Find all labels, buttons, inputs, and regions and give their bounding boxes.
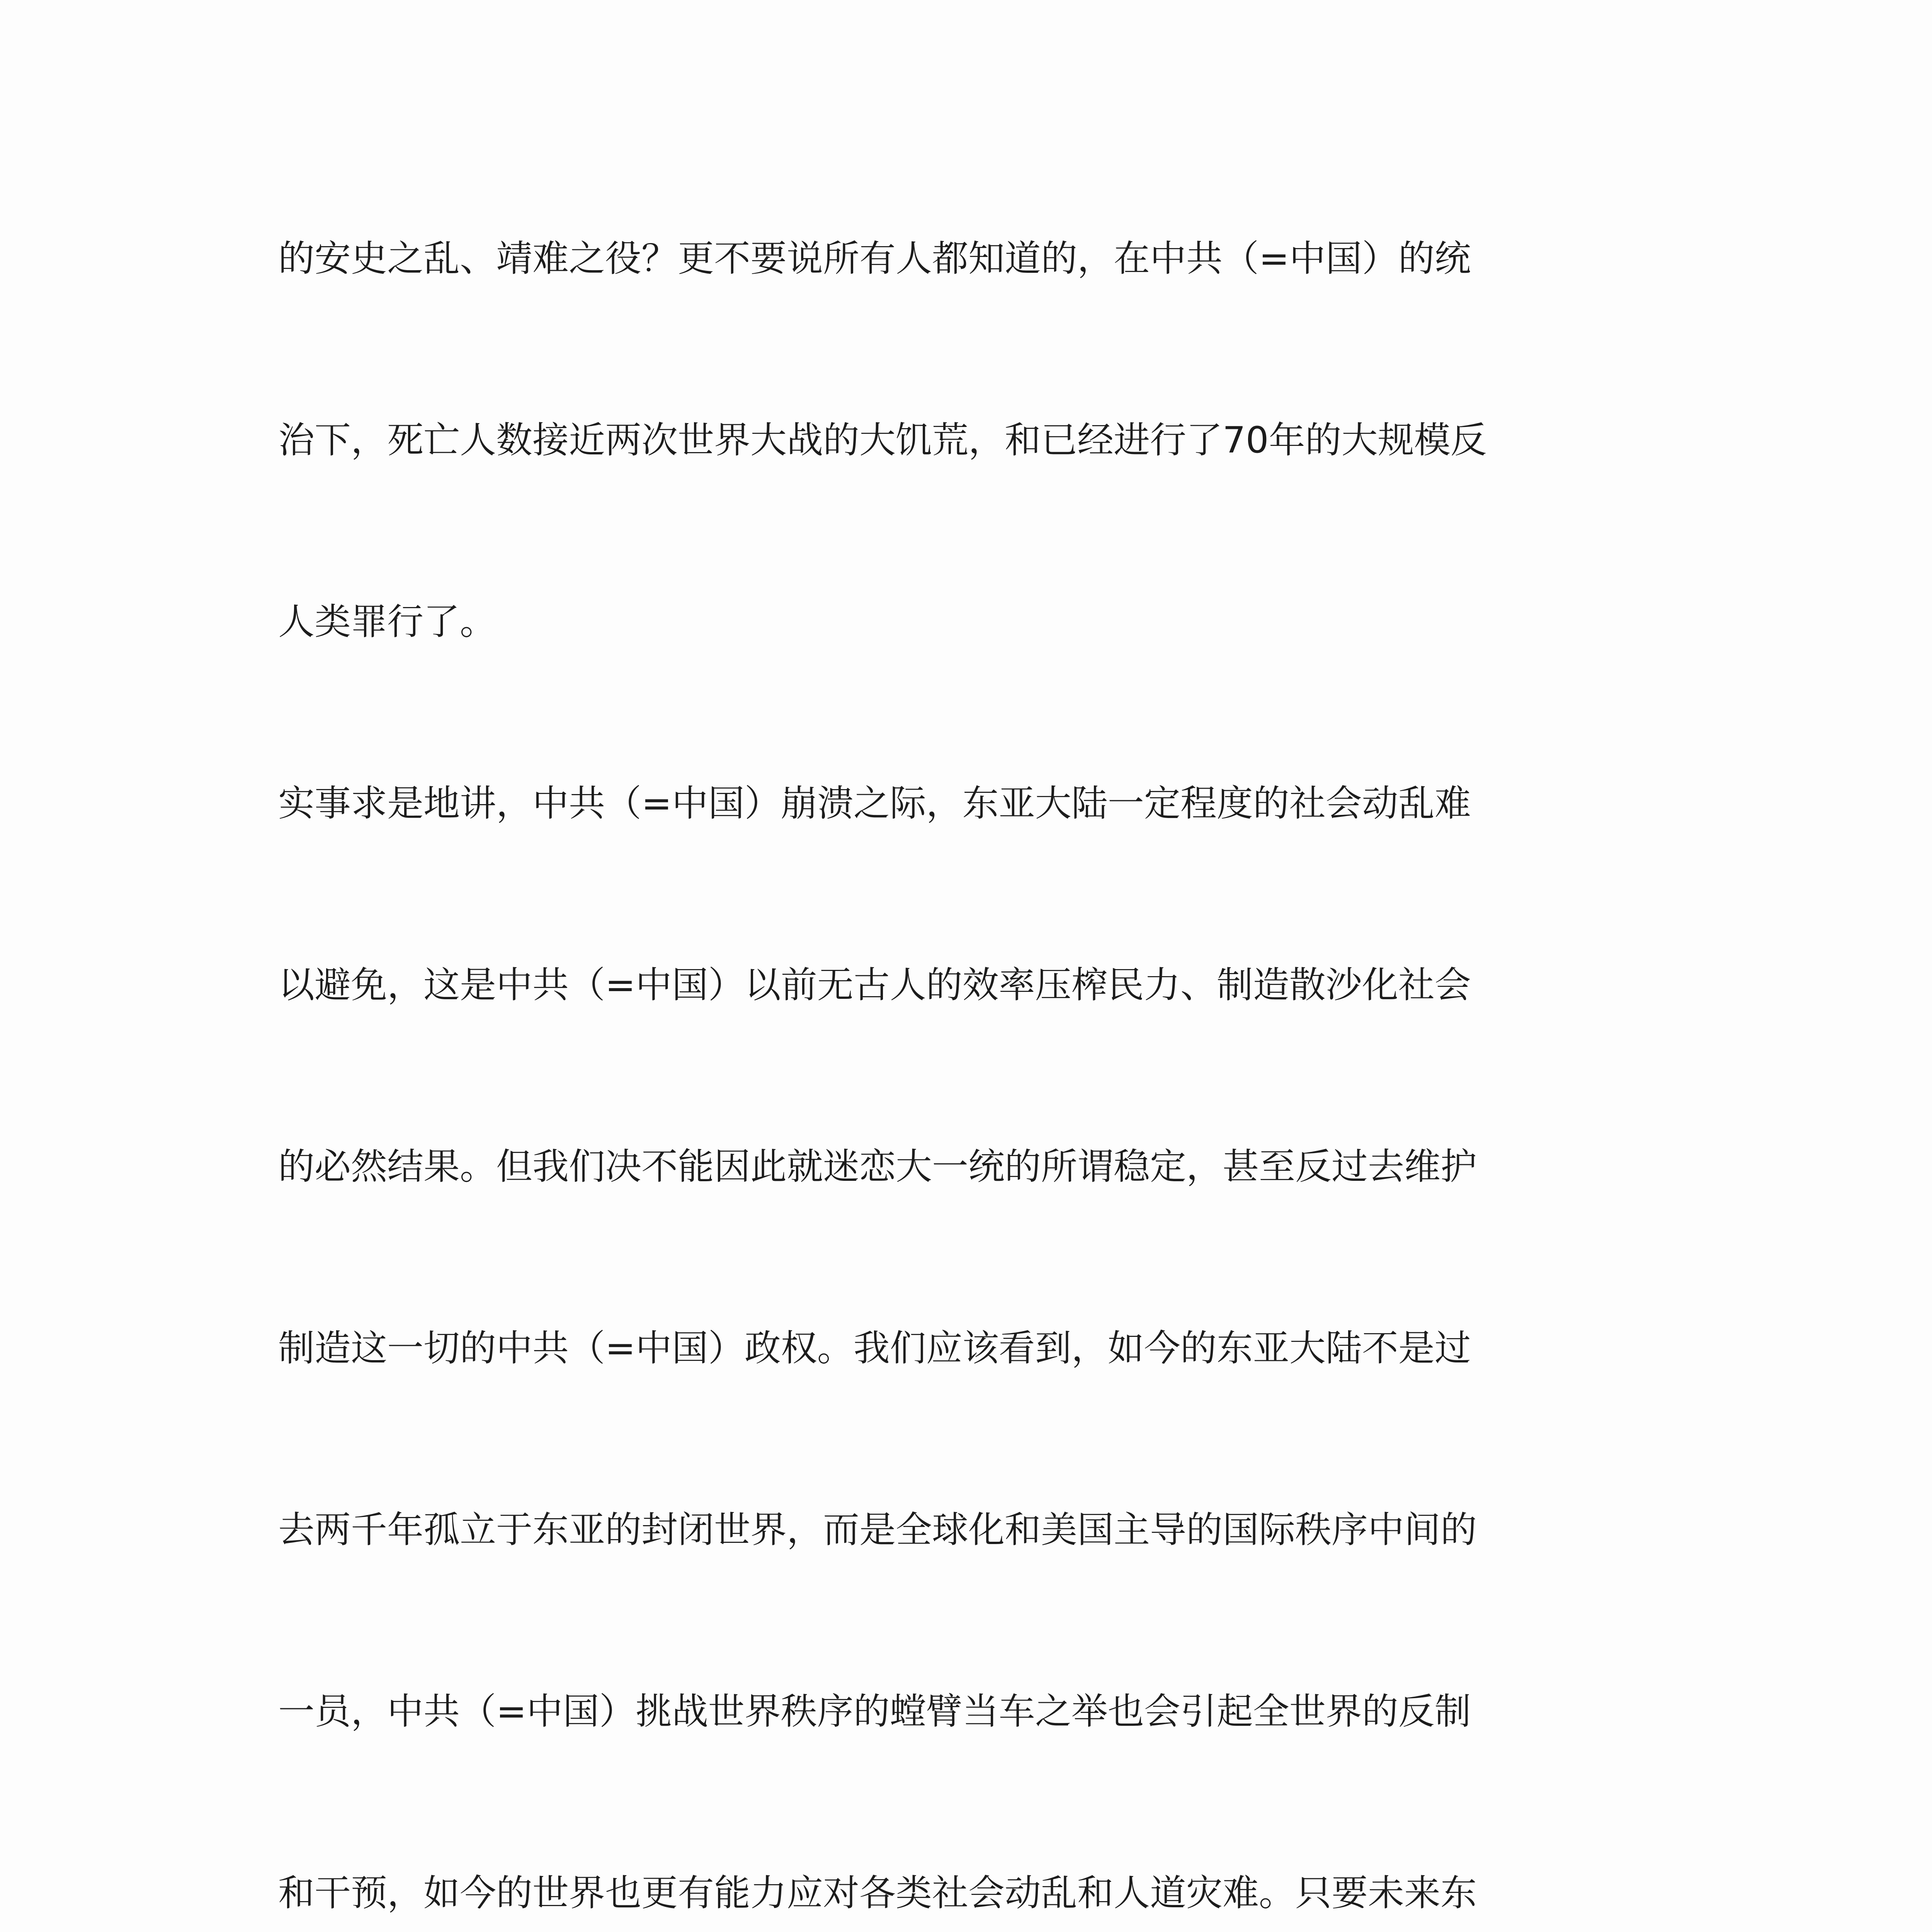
text-line: 人类罪行了。 bbox=[278, 601, 497, 643]
text-line: 以避免，这是中共（=中国）以前无古人的效率压榨民力、制造散沙化社会 bbox=[278, 964, 1471, 1006]
text-line: 一员，中共（=中国）挑战世界秩序的螳臂当车之举也会引起全世界的反制 bbox=[278, 1690, 1471, 1733]
text-line: 制造这一切的中共（=中国）政权。我们应该看到，如今的东亚大陆不是过 bbox=[278, 1327, 1471, 1369]
text-line: 去两千年孤立于东亚的封闭世界，而是全球化和美国主导的国际秩序中间的 bbox=[278, 1509, 1477, 1551]
text-line: 的安史之乱、靖难之役？更不要说所有人都知道的，在中共（=中国）的统 bbox=[278, 238, 1471, 280]
text-line: 的必然结果。但我们决不能因此就迷恋大一统的所谓稳定，甚至反过去维护 bbox=[278, 1146, 1477, 1188]
text-line: 实事求是地讲，中共（=中国）崩溃之际，东亚大陆一定程度的社会动乱难 bbox=[278, 782, 1471, 825]
text-line: 和干预，如今的世界也更有能力应对各类社会动乱和人道灾难。只要未来东 bbox=[278, 1872, 1477, 1914]
text-line: 治下，死亡人数接近两次世界大战的大饥荒，和已经进行了70年的大规模反 bbox=[278, 419, 1487, 461]
